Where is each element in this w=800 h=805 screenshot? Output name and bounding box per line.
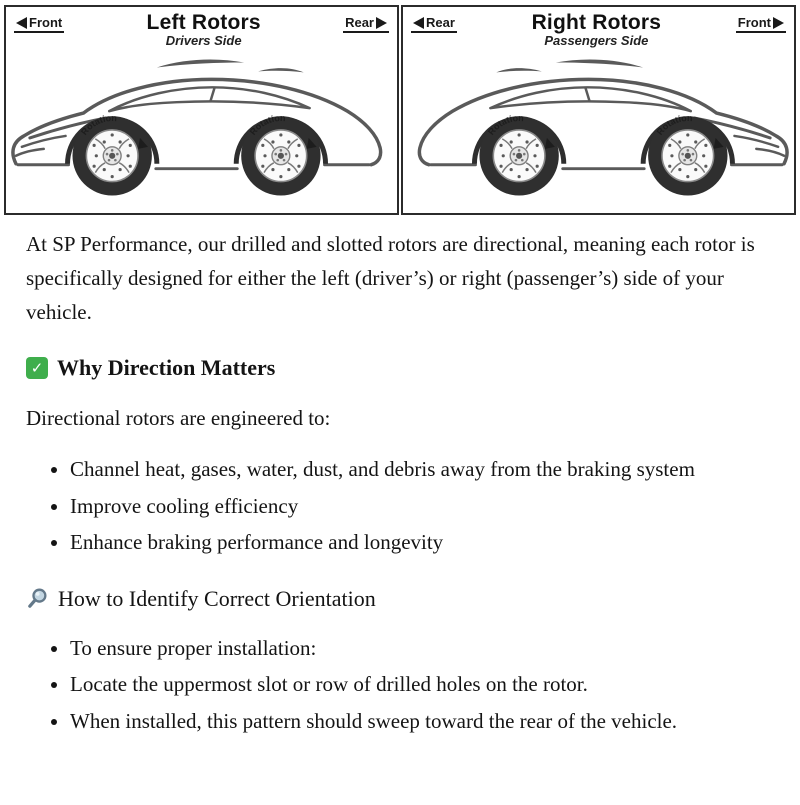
right-car-illustration	[403, 48, 794, 206]
intro-paragraph: At SP Performance, our drilled and slotted rotors are directional, meaning each rotor is specifically designed for either the left (driver’s) or right (passenger’s) side of your vehicle.	[26, 232, 755, 325]
section-heading-identify-orientation	[26, 586, 774, 612]
rear-label-text: Rear	[345, 15, 374, 30]
section1-bullet-list	[26, 453, 774, 560]
section2-bullet-list	[26, 632, 774, 739]
section-title: Why Direction Matters	[57, 355, 276, 381]
front-wheel-rotor	[68, 113, 157, 196]
front-direction-label	[736, 14, 786, 33]
list-item: • Improve cooling efficiency	[70, 490, 774, 524]
arrow-left-icon	[413, 17, 424, 29]
left-rotors-panel	[4, 5, 399, 215]
rear-direction-label	[343, 14, 389, 33]
section-title: How to Identify Correct Orientation	[58, 585, 376, 611]
list-item: • Locate the uppermost slot or row of drilled holes on the rotor.	[70, 668, 774, 702]
rear-wheel-rotor	[643, 113, 732, 196]
front-wheel-rotor	[474, 113, 563, 196]
rear-wheel-rotor	[236, 113, 325, 196]
list-item: • To ensure proper installation:	[70, 632, 774, 666]
front-label-text: Front	[29, 15, 63, 30]
left-panel-header	[6, 7, 397, 48]
magnifier-icon	[26, 587, 49, 610]
rear-direction-label	[411, 14, 457, 33]
list-item: • Channel heat, gases, water, dust, and debris away from the braking system	[70, 453, 774, 487]
left-car-illustration	[6, 48, 397, 206]
article-body	[0, 215, 800, 739]
arrow-left-icon	[16, 17, 27, 29]
arrow-right-icon	[376, 17, 387, 29]
right-rotors-panel	[401, 5, 796, 215]
car-left-svg	[8, 48, 395, 206]
front-label-text: Front	[737, 15, 771, 30]
arrow-right-icon	[773, 17, 784, 29]
panel-title: Left Rotors	[146, 11, 261, 34]
front-direction-label	[14, 14, 64, 33]
section-heading-why-direction-matters	[26, 355, 774, 381]
panel-subtitle: Passengers Side	[544, 33, 649, 49]
left-panel-titles	[147, 11, 261, 48]
panel-title: Right Rotors	[531, 11, 662, 34]
panel-subtitle: Drivers Side	[165, 33, 242, 49]
right-panel-header	[403, 7, 794, 48]
list-item: • Enhance braking performance and longevity	[70, 526, 774, 560]
right-panel-titles	[532, 11, 662, 48]
check-icon: ✓	[26, 357, 48, 379]
list-item: • When installed, this pattern should sweep toward the rear of the vehicle.	[70, 705, 774, 739]
rotor-direction-diagram	[4, 5, 796, 215]
section1-lead: Directional rotors are engineered to:	[26, 406, 331, 431]
rear-label-text: Rear	[426, 15, 455, 30]
car-right-svg	[405, 48, 792, 206]
